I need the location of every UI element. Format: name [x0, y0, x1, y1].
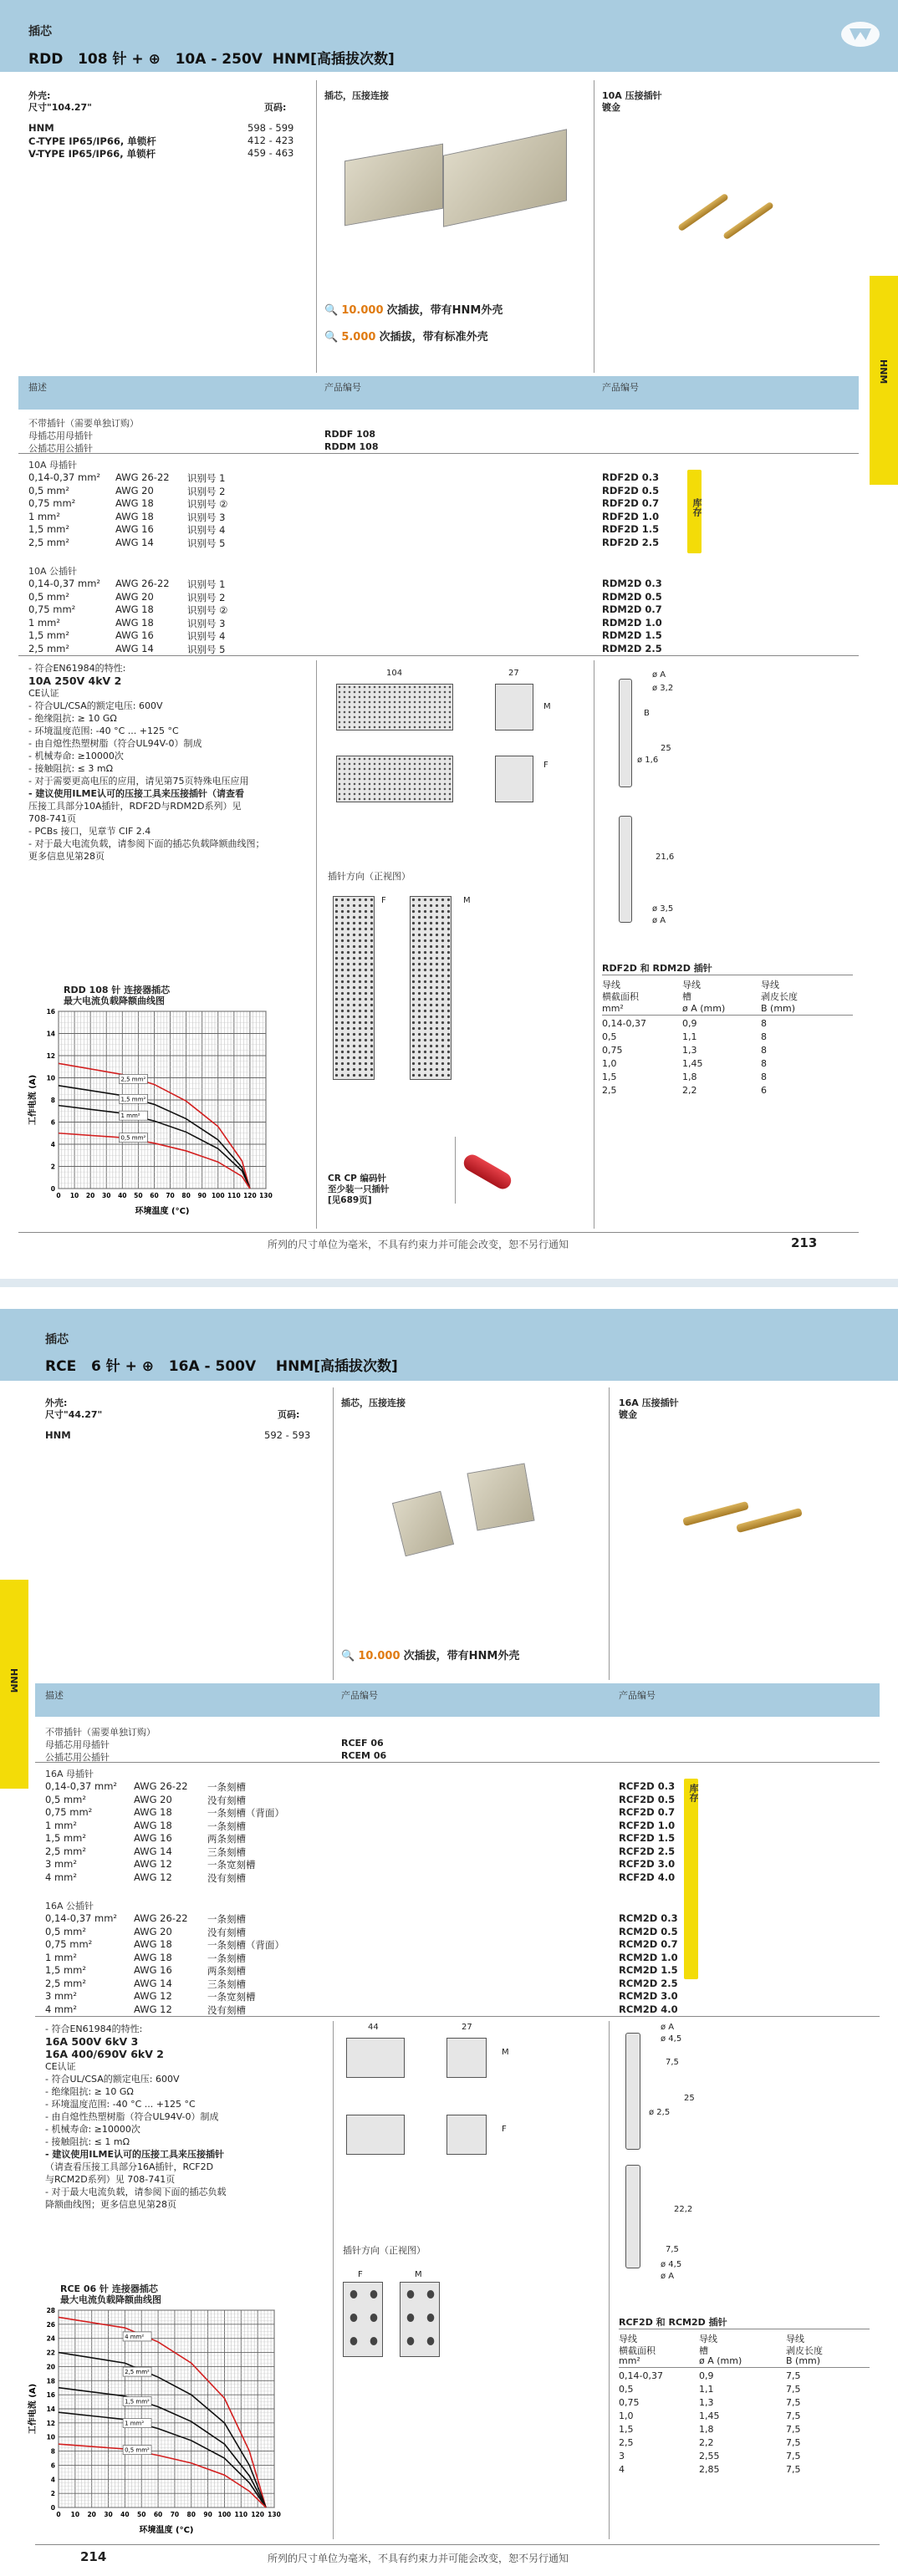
table-row: 1 mm² AWG 18 识别号 3 RDM2D 1.0	[28, 616, 662, 629]
stock-label: 库存	[691, 498, 702, 517]
y-tick-label: 28	[46, 2307, 55, 2314]
page-number: 213	[791, 1235, 818, 1250]
divider	[316, 660, 317, 1229]
side-tab-label: HNM	[8, 1668, 19, 1693]
table-row: 1,5 mm² AWG 16 识别号 4 RDM2D 1.5	[28, 629, 662, 642]
mating-line-2: 🔍 5.000 次插拔，带有标准外壳	[324, 331, 488, 344]
pin-dim-label: B	[644, 709, 650, 718]
x-tick-label: 110	[227, 1192, 241, 1199]
pin-image	[677, 193, 729, 232]
page-title: RDD 108 针 + ⊕ 10A - 250V HNM[高插拔次数]	[28, 51, 395, 68]
table-row: 3 mm² AWG 12 一条宽刻槽 RCM2D 3.0	[45, 1990, 678, 2003]
y-tick-label: 14	[46, 1030, 55, 1038]
y-tick-label: 10	[46, 2433, 55, 2441]
housing-pages: 412 - 423	[247, 135, 294, 146]
x-tick-label: 30	[104, 2511, 113, 2518]
table-row: 4 mm² AWG 12 没有刻槽 RCM2D 4.0	[45, 2003, 678, 2016]
female-insert-code: RCEF 06	[341, 1738, 384, 1749]
table-row: 2,5 mm² AWG 14 三条刻槽 RCF2D 2.5	[45, 1845, 676, 1858]
y-tick-label: 14	[46, 2405, 55, 2413]
male-insert-label: 公插芯用公插针	[45, 1752, 110, 1763]
view-M: M	[415, 2270, 422, 2279]
pin-face-female	[343, 2282, 383, 2357]
table-row: 3 mm² AWG 12 一条宽刻槽 RCF2D 3.0	[45, 1858, 676, 1871]
divider	[333, 1387, 334, 1680]
y-tick-label: 10	[46, 1074, 55, 1082]
x-tick-label: 0	[56, 1192, 61, 1199]
insert-drawing-side-2	[446, 2115, 487, 2155]
col-part1: 产品编号	[324, 382, 361, 393]
y-tick-label: 0	[50, 1185, 55, 1193]
y-tick-label: 18	[46, 2377, 55, 2385]
col-part2: 产品编号	[602, 382, 639, 393]
table-row: 2,5 mm² AWG 14 识别号 5 RDM2D 2.5	[28, 642, 662, 655]
col-part2: 产品编号	[619, 1690, 656, 1701]
y-tick-label: 0	[50, 2504, 55, 2512]
pin-dim-label: ø A	[661, 2272, 675, 2281]
pin-title: 16A 压接插针	[619, 1397, 679, 1408]
table-header	[18, 376, 859, 410]
stock-label: 库存	[688, 1784, 699, 1802]
x-tick-label: 120	[251, 2511, 264, 2518]
series-label: 1 mm²	[125, 2420, 145, 2427]
y-tick-label: 26	[46, 2320, 55, 2329]
derating-chart-1	[25, 1003, 276, 1229]
pin-image	[722, 201, 774, 241]
y-tick-label: 4	[50, 1141, 55, 1148]
housing-name: V-TYPE IP65/IP66, 单锁杆	[28, 148, 156, 160]
x-tick-label: 60	[153, 2511, 163, 2518]
male-insert-label: 公插芯用公插针	[28, 443, 93, 454]
x-tick-label: 50	[137, 2511, 146, 2518]
connector-insert-image	[467, 1463, 534, 1530]
housing-heading: 外壳:	[45, 1397, 68, 1408]
y-tick-label: 4	[50, 2476, 55, 2484]
footer-note: 所列的尺寸单位为毫米，不具有约束力并可能会改变，恕不另行通知	[268, 2553, 569, 2564]
series-label: 2,5 mm²	[120, 1076, 146, 1083]
pin-dim-label: ø A	[652, 670, 666, 680]
pin-subtitle: 镀金	[619, 1409, 637, 1420]
pin-dim-label: ø A	[652, 916, 666, 925]
x-tick-label: 40	[118, 1192, 127, 1199]
x-axis-label: 环境温度 (°C)	[135, 1207, 190, 1216]
x-tick-label: 10	[70, 2511, 80, 2518]
x-tick-label: 90	[203, 2511, 212, 2518]
dim-27: 27	[508, 669, 519, 678]
divider	[18, 655, 859, 656]
x-tick-label: 0	[56, 2511, 61, 2518]
features-list: - 符合EN61984的特性: 10A 250V 4kV 2 CE认证 - 符合UL/CSA的额定电压: 600V - 绝缘阻抗: ≥ 10 GΩ - 环境温度范围: -40 °C ... +125 °C - 由自熄性热塑树脂（符合UL94V-0）制成 - 机械寿命: ≥10000次 - 接触阻抗: ≤ 3 mΩ - 对于需要更高电压的应用，请见第75页特殊电压应用 - 建议使用ILME认可的压接工具来压接插针（请查看 压接工具部分10A插针，RDF2D与RDM2D系列）见 708-741页 - PCBs 接口，见章节 CIF 2.4 - 对于最大电流负载，请参阅下面的插芯负载降额曲线图； 更多信息见第28页	[28, 663, 265, 862]
table-row: 0,75 mm² AWG 18 一条刻槽（背面） RCF2D 0.7	[45, 1806, 676, 1819]
dim-27: 27	[462, 2023, 472, 2032]
male-insert-code: RDDM 108	[324, 441, 379, 452]
category-label: 插芯	[28, 25, 52, 38]
col-part1: 产品编号	[341, 1690, 378, 1701]
no-pins-note: 不带插针（需要单独订购）	[28, 418, 139, 429]
chart2-subtitle: 最大电流负载降额曲线图	[60, 2294, 161, 2305]
pin-image	[736, 1508, 803, 1533]
derating-chart-2	[25, 2302, 284, 2548]
y-tick-label: 16	[46, 2391, 55, 2400]
female-pin-drawing	[625, 2033, 640, 2150]
x-tick-label: 70	[166, 1192, 175, 1199]
pin-image	[682, 1501, 749, 1526]
pin-dim-label: 7,5	[666, 2245, 679, 2254]
search-icon: 🔍	[341, 1650, 355, 1662]
y-tick-label: 2	[50, 2490, 55, 2498]
table-row: 4 mm² AWG 12 没有刻槽 RCF2D 4.0	[45, 1871, 676, 1884]
pin-face-male	[410, 896, 452, 1080]
divider	[609, 1387, 610, 1680]
table-row: 1,5 mm² AWG 16 两条刻槽 RCF2D 1.5	[45, 1832, 676, 1845]
y-tick-label: 6	[50, 2461, 55, 2470]
connector-insert-image	[443, 129, 567, 227]
x-tick-label: 70	[170, 2511, 180, 2518]
housing-row: HNM 592 - 593	[45, 1429, 311, 1441]
male-pin-drawing	[625, 2165, 640, 2268]
x-tick-label: 30	[102, 1192, 111, 1199]
pin-dim-label: ø 4,5	[661, 2034, 682, 2044]
housing-pages: 598 - 599	[247, 122, 294, 134]
page-title: RCE 6 针 + ⊕ 16A - 500V HNM[高插拔次数]	[45, 1358, 398, 1375]
coding-title: CR CP 编码针	[328, 1173, 387, 1184]
table-row: 0,5 mm² AWG 20 没有刻槽 RCM2D 0.5	[45, 1925, 678, 1938]
x-tick-label: 80	[186, 2511, 196, 2518]
housing-size: 尺寸"104.27"	[28, 102, 92, 113]
mpin-title: 10A 公插针	[28, 566, 78, 577]
series-label: 1,5 mm²	[120, 1096, 146, 1103]
housing-name: HNM	[28, 122, 54, 134]
dim-M: M	[543, 702, 551, 711]
pin-dim-label: 22,2	[674, 2205, 693, 2214]
pin-dim-label: 21,6	[656, 853, 675, 862]
x-tick-label: 60	[150, 1192, 159, 1199]
table-row: 1 mm² AWG 18 一条刻槽 RCM2D 1.0	[45, 1951, 678, 1964]
view-label: 插针方向（正视图）	[328, 871, 411, 882]
connector-insert-image	[344, 144, 443, 227]
fpin-title: 10A 母插针	[28, 460, 78, 471]
y-tick-label: 8	[50, 1097, 55, 1104]
pin-dim-label: ø 3,2	[652, 684, 674, 693]
search-icon: 🔍	[324, 331, 339, 344]
side-tab-label: HNM	[878, 359, 889, 384]
pin-subtitle: 镀金	[602, 102, 620, 113]
x-axis-label: 环境温度 (°C)	[139, 2526, 194, 2535]
page-col-label: 页码:	[264, 102, 287, 113]
y-tick-label: 22	[46, 2349, 55, 2357]
pin-dim-label: ø 1,6	[637, 756, 659, 765]
pin-spec-table: RCF2D 和 RCM2D 插针 导线 导线 导线 横截面积 槽 剥皮长度 mm² ø A (mm) B (mm) 0,14-0,37 0,9 7,5 0,5 1,1 7,5 0,75 1,3 7,5 1,0 1,45 7,5 1,5 1,8 7,5 2,5 2,2 7,5 3 2,55 7,5 4 2,85 7,5	[619, 2315, 870, 2491]
table-row: 2,5 mm² AWG 14 三条刻槽 RCM2D 2.5	[45, 1977, 678, 1990]
y-tick-label: 12	[46, 2419, 55, 2427]
table-row: 0,14-0,37 mm² AWG 26-22 识别号 1 RDF2D 0.3	[28, 471, 660, 484]
x-tick-label: 90	[197, 1192, 207, 1199]
insert-drawing-side	[495, 684, 533, 731]
female-insert-code: RDDF 108	[324, 429, 376, 440]
dim-F: F	[502, 2125, 507, 2134]
crimp-title: 插芯，压接连接	[341, 1397, 406, 1408]
housing-name: C-TYPE IP65/IP66, 单锁杆	[28, 135, 156, 147]
insert-drawing-top	[346, 2038, 405, 2078]
no-pins-note: 不带插针（需要单独订购）	[45, 1727, 156, 1738]
series-label: 4 mm²	[125, 2333, 145, 2340]
female-insert-label: 母插芯用母插针	[45, 1739, 110, 1750]
table-row: 1 mm² AWG 18 一条刻槽 RCF2D 1.0	[45, 1819, 676, 1832]
y-tick-label: 20	[46, 2363, 55, 2371]
divider	[609, 2021, 610, 2539]
divider	[35, 2544, 880, 2545]
y-tick-label: 16	[46, 1008, 55, 1016]
footer-note: 所列的尺寸单位为毫米，不具有约束力并可能会改变，恕不另行通知	[268, 1239, 569, 1250]
mating-line-1: 🔍 10.000 次插拔，带有HNM外壳	[324, 304, 503, 317]
divider	[35, 1762, 880, 1763]
col-desc: 描述	[45, 1690, 64, 1701]
fpin-title: 16A 母插针	[45, 1769, 94, 1779]
table-row: 0,75 mm² AWG 18 识别号 ② RDM2D 0.7	[28, 603, 662, 616]
coding-sub: 至少装一只插针	[328, 1184, 390, 1194]
table-row: 2,5 mm² AWG 14 识别号 5 RDF2D 2.5	[28, 536, 660, 549]
table-row: 0,14-0,37 mm² AWG 26-22 一条刻槽 RCM2D 0.3	[45, 1912, 678, 1925]
pin-face-male	[400, 2282, 440, 2357]
ilme-logo	[841, 22, 880, 47]
table-row: 0,14-0,37 mm² AWG 26-22 识别号 1 RDM2D 0.3	[28, 578, 662, 590]
dim-M: M	[502, 2048, 509, 2057]
mating-line-1: 🔍 10.000 次插拔，带有HNM外壳	[341, 1650, 520, 1662]
insert-drawing-side-2	[495, 756, 533, 802]
table-row: 1 mm² AWG 18 识别号 3 RDF2D 1.0	[28, 510, 660, 523]
pin-dim-label: ø 2,5	[649, 2108, 671, 2117]
x-tick-label: 130	[268, 2511, 281, 2518]
x-tick-label: 100	[211, 1192, 225, 1199]
ptable-title: RCF2D 和 RCM2D 插针	[619, 2317, 727, 2328]
pin-dim-label: ø A	[661, 2023, 675, 2032]
female-pin-drawing	[619, 679, 632, 787]
divider	[18, 453, 859, 454]
x-tick-label: 100	[217, 2511, 232, 2518]
pin-title: 10A 压接插针	[602, 90, 662, 101]
divider	[18, 1232, 859, 1233]
insert-drawing-bottom	[336, 756, 453, 802]
x-tick-label: 20	[85, 1192, 95, 1199]
x-tick-label: 130	[259, 1192, 273, 1199]
dim-104: 104	[386, 669, 403, 678]
divider	[455, 1137, 456, 1204]
table-row: 0,5 mm² AWG 20 没有刻槽 RCF2D 0.5	[45, 1793, 676, 1806]
search-icon: 🔍	[324, 304, 339, 317]
housing-pages: 459 - 463	[247, 147, 294, 159]
y-tick-label: 8	[50, 2447, 55, 2456]
table-row: 0,75 mm² AWG 18 一条刻槽（背面） RCM2D 0.7	[45, 1938, 678, 1951]
table-header	[35, 1683, 880, 1717]
y-tick-label: 12	[46, 1052, 55, 1060]
dim-F: F	[543, 761, 548, 770]
chart2-title: RCE 06 针 连接器插芯	[60, 2283, 158, 2294]
y-tick-label: 6	[50, 1118, 55, 1127]
x-tick-label: 110	[234, 2511, 248, 2518]
view-label: 插针方向（正视图）	[343, 2245, 426, 2256]
series-label: 1,5 mm²	[125, 2398, 150, 2405]
category-label: 插芯	[45, 1333, 69, 1347]
crimp-title: 插芯，压接连接	[324, 90, 389, 101]
series-label: 1 mm²	[120, 1112, 140, 1120]
chart1-subtitle: 最大电流负载降额曲线图	[64, 995, 165, 1006]
x-tick-label: 80	[181, 1192, 191, 1199]
ptable-title: RDF2D 和 RDM2D 插针	[602, 963, 712, 974]
page-col-label: 页码:	[278, 1409, 300, 1420]
page-number: 214	[80, 2549, 107, 2564]
coding-pin-image	[461, 1152, 514, 1192]
features-list: - 符合EN61984的特性: 16A 500V 6kV 3 16A 400/690V 6kV 2 CE认证 - 符合UL/CSA的额定电压: 600V - 绝缘阻抗: ≥ 10 GΩ - 环境温度范围: -40 °C ... +125 °C - 由自熄性热塑树脂（符合UL94V-0）制成 - 机械寿命: ≥10000次 - 接触阻抗: ≤ 1 mΩ - 建议使用ILME认可的压接工具来压接插针 （请查看压接工具部分16A插针，RCF2D 与RCM2D系列）见 708-741页 - 对于最大电流负载，请参阅下面的插芯负载 降额曲线图；更多信息见第28页	[45, 2024, 227, 2210]
pin-dim-label: ø 3,5	[652, 904, 674, 914]
divider	[35, 2016, 880, 2017]
female-insert-label: 母插芯用母插针	[28, 430, 93, 441]
view-M: M	[463, 896, 471, 905]
table-row: 0,75 mm² AWG 18 识别号 ② RDF2D 0.7	[28, 497, 660, 510]
coding-page: [见689页]	[328, 1195, 372, 1205]
series-label: 0,5 mm²	[120, 1134, 146, 1142]
view-F: F	[358, 2270, 363, 2279]
x-tick-label: 40	[120, 2511, 130, 2518]
x-tick-label: 20	[87, 2511, 96, 2518]
insert-drawing-side	[446, 2038, 487, 2078]
table-row: 0,5 mm² AWG 20 识别号 2 RDF2D 0.5	[28, 484, 660, 497]
y-tick-label: 2	[50, 1163, 55, 1171]
male-pin-drawing	[619, 816, 632, 923]
male-insert-code: RCEM 06	[341, 1750, 387, 1761]
x-tick-label: 10	[69, 1192, 79, 1199]
page-gap	[0, 1279, 898, 1287]
x-tick-label: 50	[134, 1192, 143, 1199]
table-row: 0,5 mm² AWG 20 识别号 2 RDM2D 0.5	[28, 590, 662, 603]
series-label: 0,5 mm²	[125, 2446, 150, 2454]
series-label: 2,5 mm²	[125, 2369, 150, 2376]
housing-size: 尺寸"44.27"	[45, 1409, 103, 1420]
table-row: 0,14-0,37 mm² AWG 26-22 一条刻槽 RCF2D 0.3	[45, 1780, 676, 1793]
pin-dim-label: 7,5	[666, 2058, 679, 2067]
x-tick-label: 120	[243, 1192, 257, 1199]
pin-dim-label: ø 4,5	[661, 2260, 682, 2269]
insert-drawing-top	[336, 684, 453, 731]
view-F: F	[381, 896, 386, 905]
table-row: 1,5 mm² AWG 16 识别号 4 RDF2D 1.5	[28, 523, 660, 536]
y-axis-label: 工作电流 (A)	[28, 1074, 38, 1126]
divider	[333, 2021, 334, 2539]
y-tick-label: 24	[46, 2334, 55, 2343]
dim-44: 44	[368, 2023, 379, 2032]
insert-drawing-bottom	[346, 2115, 405, 2155]
pin-spec-table: RDF2D 和 RDM2D 插针 导线 导线 导线 横截面积 槽 剥皮长度 mm² ø A (mm) B (mm) 0,14-0,37 0,9 8 0,5 1,1 8 0,75 1,3 8 1,0 1,45 8 1,5 1,8 8 2,5 2,2 6	[602, 961, 853, 1103]
table-row: 1,5 mm² AWG 16 两条刻槽 RCM2D 1.5	[45, 1964, 678, 1977]
col-desc: 描述	[28, 382, 47, 393]
divider	[316, 80, 317, 373]
mpin-title: 16A 公插针	[45, 1901, 94, 1912]
pin-dim-label: 25	[684, 2094, 695, 2103]
chart1-title: RDD 108 针 连接器插芯	[64, 985, 171, 995]
y-axis-label: 工作电流 (A)	[28, 2383, 38, 2435]
connector-insert-image	[392, 1491, 454, 1557]
pin-dim-label: 25	[661, 744, 671, 753]
housing-heading: 外壳:	[28, 90, 51, 101]
pin-face-female	[333, 896, 375, 1080]
